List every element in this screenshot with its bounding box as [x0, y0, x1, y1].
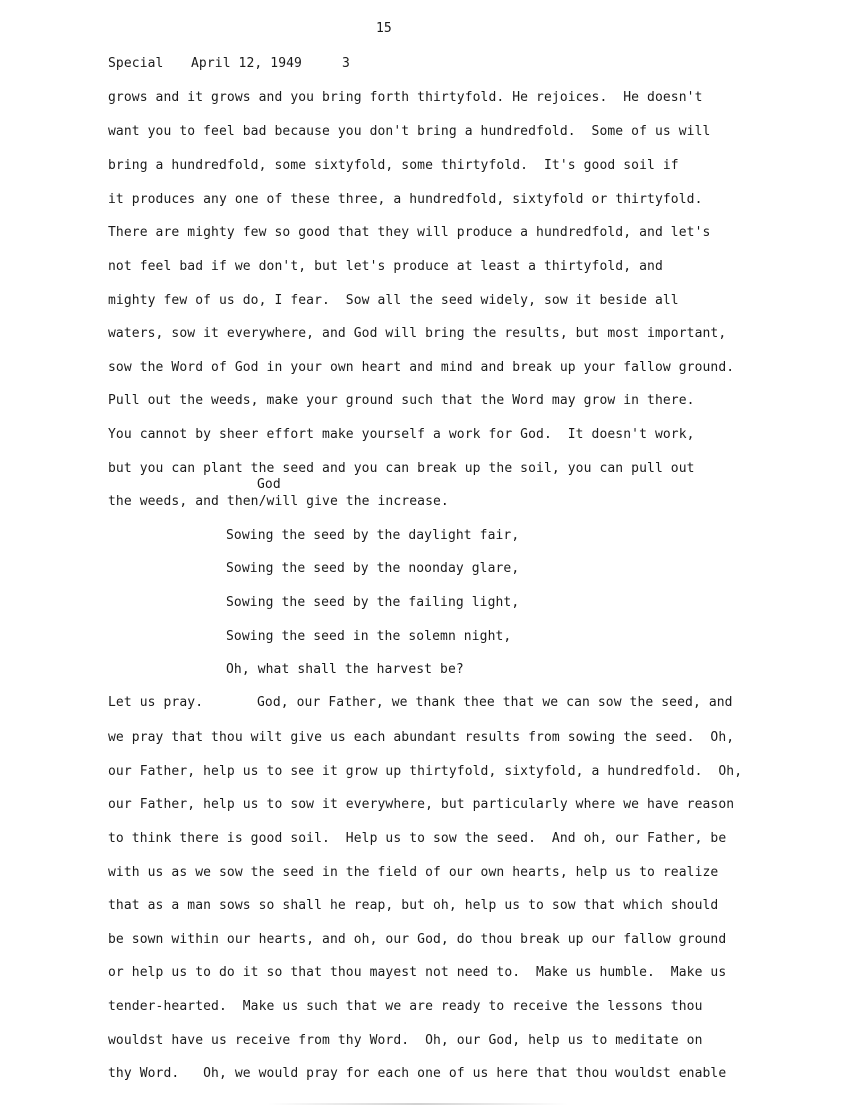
poem-line: Sowing the seed by the noonday glare,	[226, 561, 520, 576]
prayer-line: or help us to do it so that thou mayest not need to. Make us humble. Make us	[108, 965, 727, 980]
prayer-line: thy Word. Oh, we would pray for each one of us here that thou wouldst enable	[108, 1066, 727, 1081]
body-line: mighty few of us do, I fear. Sow all the seed widely, sow it beside all	[108, 293, 679, 308]
prayer-line: be sown within our hearts, and oh, our God, do thou break up our fallow ground	[108, 932, 727, 947]
body-line: sow the Word of God in your own heart and mind and break up your fallow ground.	[108, 360, 735, 375]
body-line: the weeds, and then/will give the increase.	[108, 494, 449, 509]
header-date: April 12, 1949	[191, 56, 302, 71]
poem-line: Sowing the seed in the solemn night,	[226, 629, 512, 644]
body-line: bring a hundredfold, some sixtyfold, some thirtyfold. It's good soil if	[108, 158, 679, 173]
header-number: 3	[342, 56, 350, 71]
prayer-prefix: Let us pray.	[108, 695, 204, 710]
prayer-line: we pray that thou wilt give us each abundant results from sowing the seed. Oh,	[108, 730, 735, 745]
body-line: but you can plant the seed and you can break up the soil, you can pull out	[108, 461, 695, 476]
body-line: waters, sow it everywhere, and God will bring the results, but most important,	[108, 326, 727, 341]
scan-artifact	[268, 1103, 568, 1105]
body-line: want you to feel bad because you don't bring a hundredfold. Some of us will	[108, 124, 711, 139]
body-line: You cannot by sheer effort make yourself a work for God. It doesn't work,	[108, 427, 695, 442]
body-line: Pull out the weeds, make your ground such that the Word may grow in there.	[108, 393, 695, 408]
prayer-line: tender-hearted. Make us such that we are ready to receive the lessons thou	[108, 999, 703, 1014]
prayer-line: wouldst have us receive from thy Word. Oh, our God, help us to meditate on	[108, 1033, 703, 1048]
header-label: Special	[108, 56, 164, 71]
poem-line: Sowing the seed by the daylight fair,	[226, 528, 520, 543]
prayer-line: to think there is good soil. Help us to sow the seed. And oh, our Father, be	[108, 831, 727, 846]
body-line: grows and it grows and you bring forth thirtyfold. He rejoices. He doesn't	[108, 90, 703, 105]
body-line: it produces any one of these three, a hundredfold, sixtyfold or thirtyfold.	[108, 192, 703, 207]
body-line: There are mighty few so good that they will produce a hundredfold, and let's	[108, 225, 711, 240]
prayer-line: that as a man sows so shall he reap, but oh, help us to sow that which should	[108, 898, 719, 913]
prayer-line: God, our Father, we thank thee that we can sow the seed, and	[257, 695, 733, 710]
prayer-line: our Father, help us to sow it everywhere, but particularly where we have reason	[108, 797, 735, 812]
page-number: 15	[376, 21, 392, 36]
poem-line: Sowing the seed by the failing light,	[226, 595, 520, 610]
poem-line: Oh, what shall the harvest be?	[226, 662, 464, 677]
prayer-line: our Father, help us to see it grow up thirtyfold, sixtyfold, a hundredfold. Oh,	[108, 764, 743, 779]
handwritten-insertion: God	[257, 477, 281, 492]
body-line: not feel bad if we don't, but let's produce at least a thirtyfold, and	[108, 259, 663, 274]
prayer-line: with us as we sow the seed in the field of our own hearts, help us to realize	[108, 865, 719, 880]
